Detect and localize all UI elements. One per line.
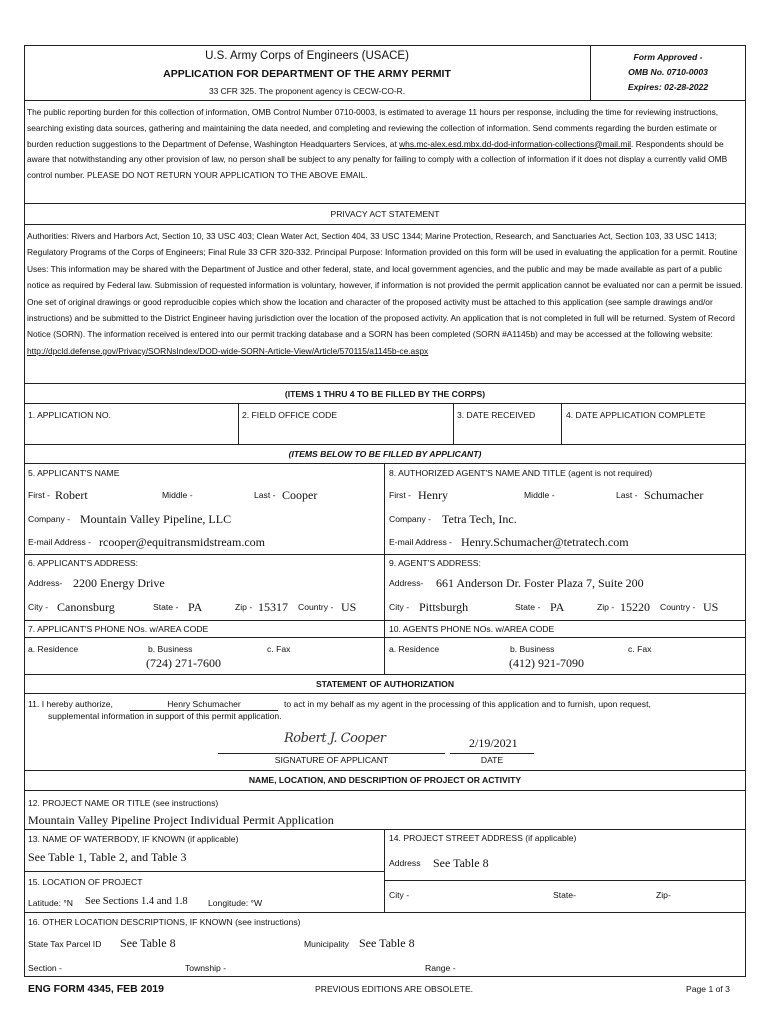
other-location-label: 16. OTHER LOCATION DESCRIPTIONS, IF KNOWN (see instructions) (28, 917, 301, 927)
first-label: First - (389, 490, 411, 500)
agent-street[interactable]: 661 Anderson Dr. Foster Plaza 7, Suite 200 (436, 576, 644, 590)
form-number: ENG FORM 4345, FEB 2019 (28, 983, 164, 995)
township-label: Township - (185, 963, 227, 973)
divider (24, 871, 385, 872)
signature-line (218, 753, 445, 754)
obsolete-note: PREVIOUS EDITIONS ARE OBSOLETE. (315, 984, 474, 994)
applicant-signature: Robert J. Cooper (284, 731, 386, 746)
expires-date: Expires: 02-28-2022 (627, 82, 709, 92)
parcel-value[interactable]: See Table 8 (120, 936, 176, 950)
city-label: City - (389, 602, 410, 612)
authorization-heading: STATEMENT OF AUTHORIZATION (315, 679, 455, 689)
applicant-zip[interactable]: 15317 (258, 600, 288, 614)
page-number: Page 1 of 3 (686, 984, 730, 994)
agent-city[interactable]: Pittsburgh (419, 600, 469, 614)
divider (24, 224, 746, 225)
applicant-name-label: 5. APPLICANT'S NAME (28, 468, 120, 478)
divider (24, 770, 746, 771)
column-divider (384, 463, 385, 674)
privacy-statement: Authorities: Rivers and Harbors Act, Section 10, 33 USC 403; Clean Water Act, Section 404, 33 USC 1344; Marine Protection, Research, and Sanctuaries Act, Section 103, 33 USC 1413; Regulatory Programs of the Corps of Engineers; Final Rule 33 CFR 320-332. Principal Purpose: Information provided on this form will be used in evaluating the application for a permit. Routine Uses: This information may be shared with the Department of Justice and other federal, state, and local government agencies, and the public and may be made available as part of a public notice as required by Federal law. Submission of requested information is voluntary, however, if information is not provided the permit application cannot be evaluated nor can a permit be issued. One set of original drawings or good reproducible copies which show the location and character of the proposed activity must be attached to this application (see sample drawings and/or instructions) and be submitted to the District Engineer having jurisdiction over the location of the proposed activity. An application that is not completed in full will be returned. System of Record Notice (SORN). The information received is entered into our permit tracking database and a SORN has been completed (SORN #A1145b) and may be accessed at the following website: http://dpcld.defense.gov/Privacy/SORNsIndex/DOD-wide-SORN-Article-View/Article/570115/a1145b-ce.aspx (27, 231, 743, 356)
date-complete-label: 4. DATE APPLICATION COMPLETE (566, 410, 706, 420)
divider (24, 637, 746, 638)
applicant-business-phone[interactable]: (724) 271-7600 (146, 656, 221, 670)
first-label: First - (28, 490, 50, 500)
authorization-text: 11. I hereby authorize, (28, 699, 113, 709)
privacy-heading: PRIVACY ACT STATEMENT (330, 209, 440, 219)
applicant-country[interactable]: US (341, 600, 357, 614)
zip-label: Zip - (597, 602, 615, 612)
waterbody-value[interactable]: See Table 1, Table 2, and Table 3 (28, 850, 187, 864)
fax-label: c. Fax (628, 644, 652, 654)
form-title: APPLICATION FOR DEPARTMENT OF THE ARMY PERMIT (163, 68, 451, 80)
longitude-label: Longitude: °W (208, 898, 263, 908)
agent-country[interactable]: US (703, 600, 719, 614)
agent-company[interactable]: Tetra Tech, Inc. (442, 512, 517, 526)
date-label: DATE (480, 755, 504, 765)
municipality-value[interactable]: See Table 8 (359, 936, 415, 950)
applicant-city[interactable]: Canonsburg (57, 600, 115, 614)
divider (561, 403, 562, 444)
divider (24, 444, 746, 445)
latitude-label: Latitude: °N (28, 898, 73, 908)
applicant-street[interactable]: 2200 Energy Drive (73, 576, 165, 590)
sorn-link[interactable]: http://dpcld.defense.gov/Privacy/SORNsIndex/DOD-wide-SORN-Article-View/Article/570115/a1145b-ce.aspx (27, 345, 429, 356)
divider (24, 674, 746, 675)
latitude-value[interactable]: See Sections 1.4 and 1.8 (85, 896, 188, 907)
field-office-code-label: 2. FIELD OFFICE CODE (242, 410, 338, 420)
divider (24, 912, 746, 913)
state-label: State - (515, 602, 541, 612)
applicant-first-name[interactable]: Robert (55, 488, 88, 502)
divider (24, 403, 746, 404)
signature-date[interactable]: 2/19/2021 (469, 736, 518, 750)
project-name[interactable]: Mountain Valley Pipeline Project Individual Permit Application (28, 813, 334, 827)
state-label: State - (153, 602, 179, 612)
authorized-agent-name[interactable]: Henry Schumacher (167, 699, 241, 709)
business-label: b. Business (510, 644, 555, 654)
email-label: E-mail Address - (389, 537, 453, 547)
agency-name: U.S. Army Corps of Engineers (USACE) (205, 50, 409, 62)
agent-last-name[interactable]: Schumacher (644, 488, 704, 502)
middle-label: Middle - (524, 490, 555, 500)
city-label: City - (389, 890, 410, 900)
city-label: City - (28, 602, 49, 612)
project-address[interactable]: See Table 8 (433, 856, 489, 870)
applicant-state[interactable]: PA (188, 600, 203, 614)
omb-number: OMB No. 0710-0003 (628, 67, 708, 77)
agent-phone-label: 10. AGENTS PHONE NOs. w/AREA CODE (389, 624, 555, 634)
applicant-phone-label: 7. APPLICANT'S PHONE NOs. w/AREA CODE (28, 624, 209, 634)
divider (24, 463, 746, 464)
section-label: Section - (28, 963, 62, 973)
zip-label: Zip- (656, 890, 671, 900)
divider (453, 403, 454, 444)
divider (24, 203, 746, 204)
applicant-address-label: 6. APPLICANT'S ADDRESS: (28, 558, 139, 568)
company-label: Company - (28, 514, 71, 524)
residence-label: a. Residence (28, 644, 79, 654)
address-label: Address (389, 858, 421, 868)
agent-state[interactable]: PA (550, 600, 565, 614)
applicant-company[interactable]: Mountain Valley Pipeline, LLC (80, 512, 232, 526)
divider (24, 829, 746, 830)
divider (24, 383, 746, 384)
burden-statement: The public reporting burden for this collection of information, OMB Control Number 0710-0003, is estimated to average 11 hours per response, including the time for reviewing instructions, searching existing data sources, gathering and maintaining the data needed, and completing and reviewing the collection of information. Send comments regarding the burden estimate or burden reduction suggestions to the Department of Defense, Washington Headquarters Services, at whs.mc-alex.esd.mbx.dd-dod-information-collections@mail.mil. Respondents should be aware that notwithstanding any other provision of law, no person shall be subject to any penalty for failing to comply with a collection of information if it does not display a currently valid OMB control number. PLEASE DO NOT RETURN YOUR APPLICATION TO THE ABOVE EMAIL. (27, 107, 728, 181)
street-address-label: 14. PROJECT STREET ADDRESS (if applicable) (389, 833, 577, 843)
agent-address-label: 9. AGENT'S ADDRESS: (389, 558, 481, 568)
application-no-label: 1. APPLICATION NO. (28, 410, 111, 420)
form-approved: Form Approved - (633, 52, 703, 62)
divider (24, 790, 746, 791)
range-label: Range - (425, 963, 456, 973)
waterbody-label: 13. NAME OF WATERBODY, IF KNOWN (if applicable) (28, 834, 239, 844)
country-label: Country - (298, 602, 334, 612)
cfr-line: 33 CFR 325. The proponent agency is CECW-CO-R. (208, 86, 406, 96)
address-label: Address- (28, 578, 63, 588)
divider (24, 100, 746, 101)
email-label: E-mail Address - (28, 537, 92, 547)
country-label: Country - (660, 602, 696, 612)
middle-label: Middle - (162, 490, 193, 500)
corps-section-heading: (ITEMS 1 THRU 4 TO BE FILLED BY THE CORPS) (284, 389, 486, 399)
divider (24, 554, 746, 555)
last-label: Last - (254, 490, 276, 500)
municipality-label: Municipality (304, 939, 349, 949)
state-label: State- (553, 890, 576, 900)
residence-label: a. Residence (389, 644, 440, 654)
divider (384, 880, 746, 881)
date-received-label: 3. DATE RECEIVED (457, 410, 536, 420)
parcel-label: State Tax Parcel ID (28, 939, 102, 949)
date-line (450, 753, 534, 754)
agent-name-label: 8. AUTHORIZED AGENT'S NAME AND TITLE (agent is not required) (389, 468, 653, 478)
authorization-text: to act in my behalf as my agent in the processing of this application and to furnish, upon request, (284, 699, 651, 709)
last-label: Last - (616, 490, 638, 500)
address-label: Address- (389, 578, 424, 588)
divider (24, 693, 746, 694)
signature-label: SIGNATURE OF APPLICANT (274, 755, 389, 765)
burden-email-link[interactable]: whs.mc-alex.esd.mbx.dd-dod-information-collections@mail.mil (399, 138, 632, 149)
applicant-section-heading: (ITEMS BELOW TO BE FILLED BY APPLICANT) (288, 449, 482, 459)
business-label: b. Business (148, 644, 193, 654)
fax-label: c. Fax (267, 644, 291, 654)
project-name-label: 12. PROJECT NAME OR TITLE (see instructions) (28, 798, 219, 808)
divider (24, 620, 746, 621)
authorization-text: supplemental information in support of this permit application. (48, 711, 282, 721)
divider (238, 403, 239, 444)
agent-business-phone[interactable]: (412) 921-7090 (509, 656, 584, 670)
location-label: 15. LOCATION OF PROJECT (28, 877, 143, 887)
applicant-email[interactable]: rcooper@equitransmidstream.com (99, 535, 265, 549)
agent-email[interactable]: Henry.Schumacher@tetratech.com (461, 535, 629, 549)
agent-zip[interactable]: 15220 (620, 600, 650, 614)
agent-first-name[interactable]: Henry (418, 488, 448, 502)
applicant-last-name[interactable]: Cooper (282, 488, 318, 502)
company-label: Company - (389, 514, 432, 524)
project-heading: NAME, LOCATION, AND DESCRIPTION OF PROJECT OR ACTIVITY (248, 775, 522, 785)
zip-label: Zip - (235, 602, 253, 612)
